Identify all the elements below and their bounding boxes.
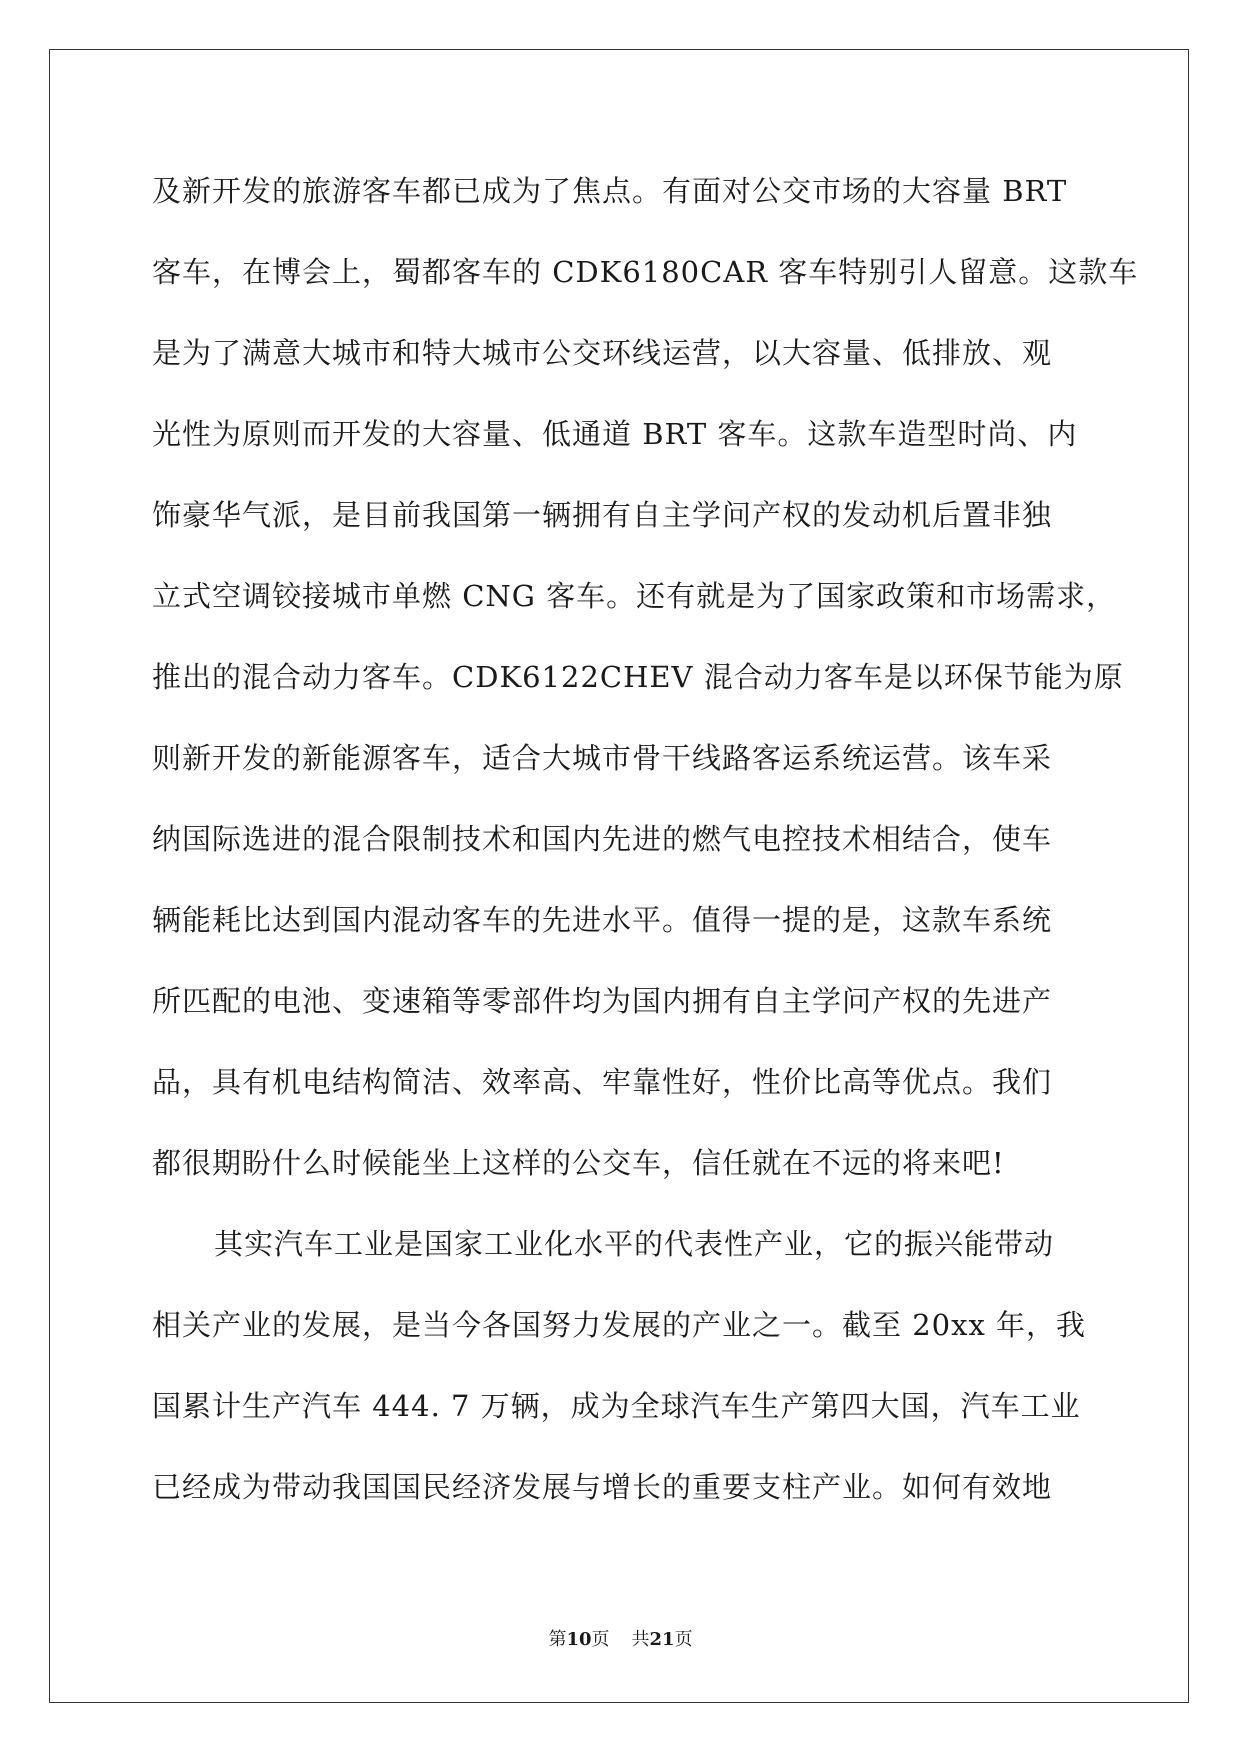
text-line: 客车，在博会上，蜀都客车的 CDK6180CAR 客车特别引人留意。这款车 xyxy=(152,255,1139,289)
text-line: 则新开发的新能源客车，适合大城市骨干线路客运系统运营。该车采 xyxy=(152,741,1053,775)
text-line: 其实汽车工业是国家工业化水平的代表性产业，它的振兴能带动 xyxy=(214,1227,1055,1261)
page-number: 10 xyxy=(566,1629,592,1650)
page-prefix: 第 xyxy=(548,1629,567,1650)
text-line: 及新开发的旅游客车都已成为了焦点。有面对公交市场的大容量 BRT xyxy=(152,174,1068,208)
total-prefix: 共 xyxy=(631,1629,650,1650)
text-line: 推出的混合动力客车。CDK6122CHEV 混合动力客车是以环保节能为原 xyxy=(152,660,1124,694)
text-line: 相关产业的发展，是当今各国努力发展的产业之一。截至 20xx 年，我 xyxy=(152,1308,1087,1342)
text-line: 辆能耗比达到国内混动客车的先进水平。值得一提的是，这款车系统 xyxy=(152,903,1053,937)
document-body xyxy=(152,163,1139,1540)
text-line: 纳国际选进的混合限制技术和国内先进的燃气电控技术相结合，使车 xyxy=(152,822,1053,856)
text-line: 所匹配的电池、变速箱等零部件均为国内拥有自主学问产权的先进产 xyxy=(152,984,1053,1018)
text-line: 立式空调铰接城市单燃 CNG 客车。还有就是为了国家政策和市场需求， xyxy=(152,579,1117,613)
page-suffix: 页 xyxy=(591,1629,610,1650)
total-pages: 21 xyxy=(649,1629,675,1650)
page-footer xyxy=(0,1625,1241,1651)
text-line: 光性为原则而开发的大容量、低通道 BRT 客车。这款车造型时尚、内 xyxy=(152,417,1078,451)
text-line: 已经成为带动我国国民经济发展与增长的重要支柱产业。如何有效地 xyxy=(152,1470,1053,1504)
text-line: 是为了满意大城市和特大城市公交环线运营，以大容量、低排放、观 xyxy=(152,336,1053,370)
text-line: 饰豪华气派，是目前我国第一辆拥有自主学问产权的发动机后置非独 xyxy=(152,498,1053,532)
text-line: 都很期盼什么时候能坐上这样的公交车，信任就在不远的将来吧! xyxy=(152,1146,1005,1180)
total-suffix: 页 xyxy=(674,1629,693,1650)
text-line: 品，具有机电结构简洁、效率高、牢靠性好，性价比高等优点。我们 xyxy=(152,1065,1053,1099)
text-line: 国累计生产汽车 444. 7 万辆，成为全球汽车生产第四大国，汽车工业 xyxy=(152,1389,1081,1423)
